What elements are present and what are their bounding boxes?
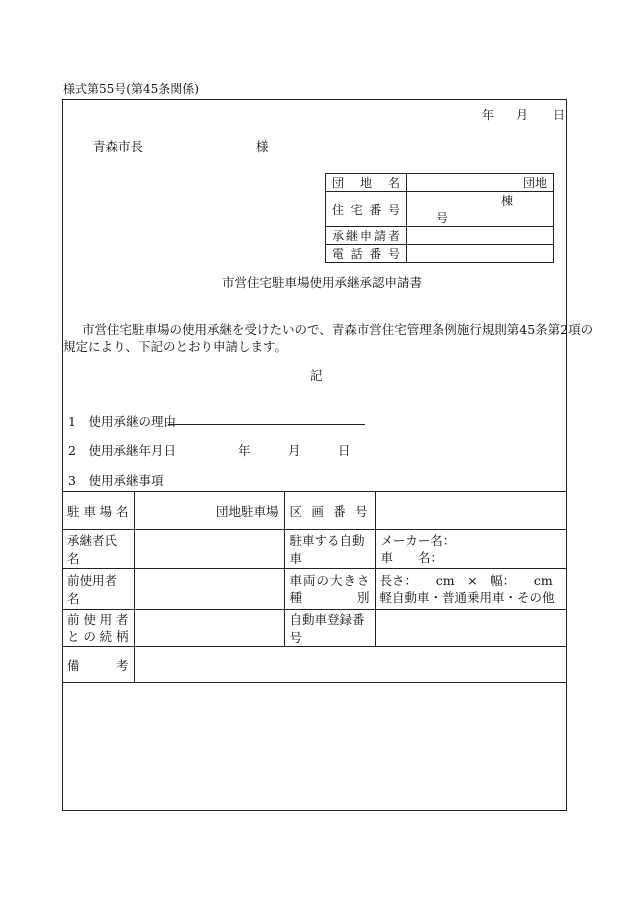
body-text-line-2: 規定により、下記のとおり申請します。 (63, 339, 288, 354)
size-type-label: 車両の大きさ 種別 (284, 569, 375, 610)
table-row (62, 610, 567, 647)
maker-label: メーカー名： (380, 533, 456, 548)
parking-lot-field[interactable]: 団地駐車場 (134, 492, 284, 530)
body-text-line-1: 市営住宅駐車場の使用承継を受けたいので、青森市営住宅管理条例施行規則第45条第2項の (82, 322, 594, 337)
registration-number-label: 自動車登録番号 (284, 610, 375, 647)
table-row (326, 245, 554, 263)
size-type-field[interactable] (375, 569, 567, 610)
danchi-name-field[interactable]: 団地 (407, 174, 554, 192)
previous-user-field[interactable] (134, 569, 284, 610)
successor-name-field[interactable] (134, 530, 284, 569)
application-date (482, 106, 565, 123)
house-number-field[interactable] (407, 192, 554, 227)
item-1-reason: 1 使用承継の理由 (68, 414, 176, 429)
form-number-header: 様式第55号(第45条関係) (63, 82, 199, 96)
table-row (62, 569, 567, 610)
size-value: 長さ： cm × 幅： cm (379, 573, 553, 588)
remarks-label: 備考 (62, 647, 134, 683)
addressee: 青森市長 (93, 139, 144, 154)
succession-detail-table (62, 491, 567, 683)
date-month: 月 (516, 108, 529, 122)
applicant-label: 承継申請者 (326, 227, 407, 245)
remarks-field[interactable] (134, 647, 567, 683)
ki-heading: 記 (310, 368, 323, 383)
document-title: 市営住宅駐車場使用承継承認申請書 (222, 275, 423, 290)
relation-label: 前使用者 との続柄 (62, 610, 134, 647)
date-day: 日 (553, 108, 566, 122)
relation-field[interactable] (134, 610, 284, 647)
previous-user-label: 前使用者名 (62, 569, 134, 610)
phone-field[interactable] (407, 245, 554, 263)
table-row (326, 192, 554, 227)
reason-input-line[interactable] (168, 424, 365, 425)
item-2-date: 2 使用承継年月日 (68, 443, 176, 458)
succession-date-field[interactable]: 年 月 日 (238, 443, 351, 458)
section-number-field[interactable] (375, 492, 567, 530)
successor-name-label: 承継者氏名 (62, 530, 134, 569)
date-year: 年 (482, 108, 495, 122)
car-name-label: 車 名： (380, 550, 444, 565)
applicant-field[interactable] (407, 227, 554, 245)
house-number-label: 住宅番号 (326, 192, 407, 227)
parking-lot-label: 駐車場名 (62, 492, 134, 530)
applicant-info-table (325, 173, 554, 263)
type-options: 軽自動車・普通乗用車・その他 (379, 590, 555, 605)
table-row (326, 174, 554, 192)
room-unit: 号 (435, 211, 448, 225)
item-3-details: 3 使用承継事項 (68, 473, 164, 488)
vehicle-field[interactable] (375, 530, 567, 569)
table-row (62, 530, 567, 569)
building-unit: 棟 (500, 194, 513, 208)
danchi-name-label: 団地名 (326, 174, 407, 192)
vehicle-label: 駐車する自動車 (284, 530, 375, 569)
honorific: 様 (256, 139, 269, 154)
table-row (326, 227, 554, 245)
section-number-label: 区画番号 (284, 492, 375, 530)
phone-label: 電話番号 (326, 245, 407, 263)
registration-number-field[interactable] (375, 610, 567, 647)
table-row (62, 647, 567, 683)
table-row (62, 492, 567, 530)
